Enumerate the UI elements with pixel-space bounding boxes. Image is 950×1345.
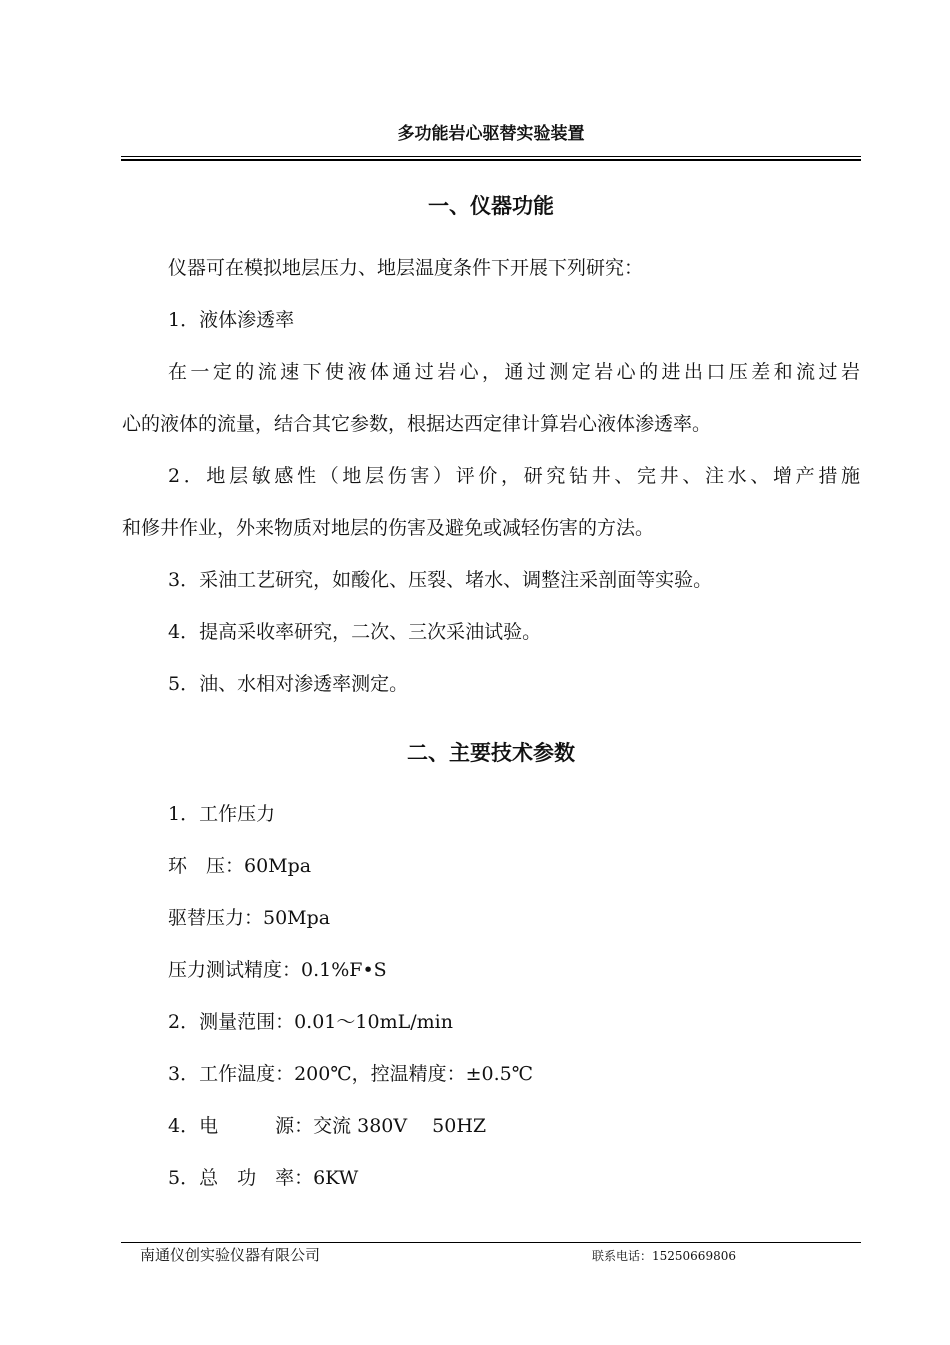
confining-value: ：60Mpa	[225, 855, 312, 877]
item3: 3．采油工艺研究，如酸化、压裂、堵水、调整注采剖面等实验。	[168, 569, 713, 591]
item2-line1: 2．地层敏感性（地层伤害）评价，研究钻井、完井、注水、增产措施	[168, 465, 860, 487]
footer-company: 南通仪创实验仪器有限公司	[140, 1246, 321, 1264]
section2-heading: 二、主要技术参数	[407, 741, 575, 765]
section1-intro: 仪器可在模拟地层压力、地层温度条件下开展下列研究：	[168, 257, 644, 279]
param-confining-pressure	[168, 855, 311, 877]
param-drive-pressure: 驱替压力：50Mpa	[168, 907, 331, 929]
confining-label: 环压	[168, 855, 225, 877]
param4-power-supply	[168, 1115, 486, 1137]
header-rule-thin	[121, 156, 861, 157]
item1-line2: 心的液体的流量，结合其它参数，根据达西定律计算岩心液体渗透率。	[122, 413, 712, 435]
param1-title: 1．工作压力	[168, 803, 276, 825]
footer-phone: 联系电话：15250669806	[592, 1249, 736, 1263]
param4-value: ：交流 380V 50HZ	[294, 1115, 487, 1137]
param2-range: 2．测量范围：0.01～10mL/min	[168, 1011, 453, 1033]
item1-title: 1．液体渗透率	[168, 309, 295, 331]
param5-label: 总功率	[199, 1167, 295, 1189]
item4: 4．提高采收率研究，二次、三次采油试验。	[168, 621, 542, 643]
param4-prefix: 4．	[168, 1115, 200, 1137]
param3-temperature: 3．工作温度：200℃，控温精度：±0.5℃	[168, 1063, 533, 1085]
param-pressure-accuracy: 压力测试精度：0.1%F•S	[168, 959, 387, 981]
param5-total-power	[168, 1167, 358, 1189]
item5: 5．油、水相对渗透率测定。	[168, 673, 409, 695]
item2-line2: 和修井作业，外来物质对地层的伤害及避免或减轻伤害的方法。	[122, 517, 655, 539]
item1-line1: 在一定的流速下使液体通过岩心，通过测定岩心的进出口压差和流过岩	[168, 361, 860, 383]
header-title: 多功能岩心驱替实验装置	[397, 124, 585, 144]
param4-label: 电源	[199, 1115, 295, 1137]
header-rule-thick	[121, 159, 861, 161]
footer-rule	[121, 1242, 861, 1243]
section1-heading: 一、仪器功能	[428, 194, 554, 218]
param5-prefix: 5．	[168, 1167, 200, 1189]
param5-value: ：6KW	[294, 1167, 359, 1189]
